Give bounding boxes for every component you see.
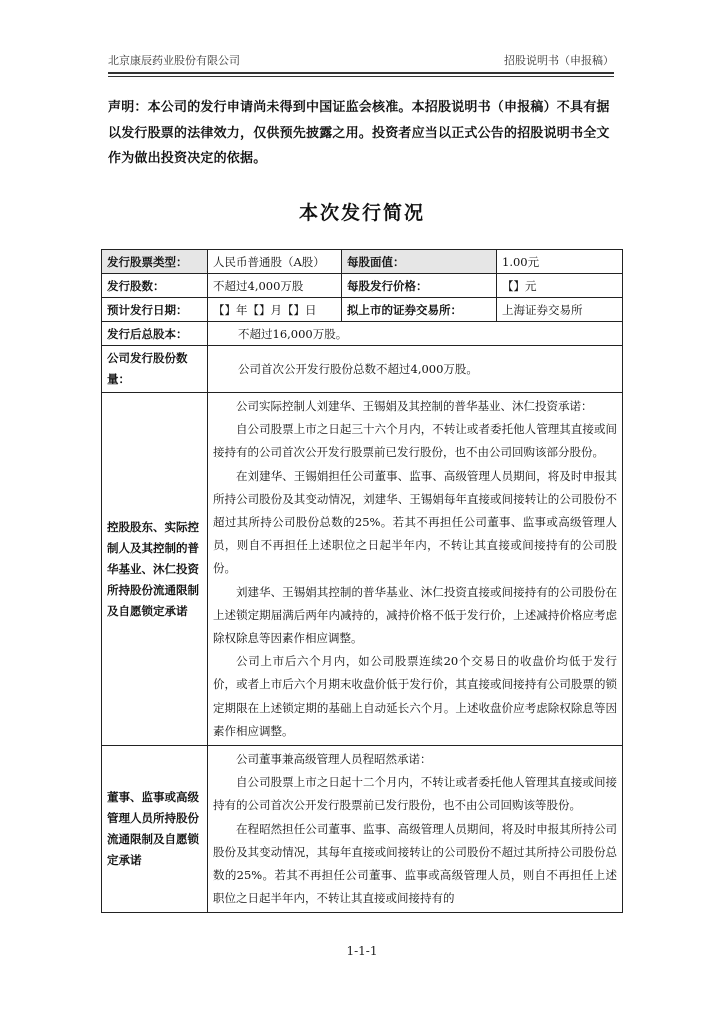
value-stock-type: 人民币普通股（A股） (208, 250, 342, 274)
section-title: 本次发行简况 (298, 202, 425, 224)
director-lockup-text (208, 746, 623, 913)
paragraph: 在程昭然担任公司董事、监事、高级管理人员期间，将及时申报其所持公司股份及其变动情况，其每年直接或间接转让的公司股份不超过其所持公司股份总数的25%。若其不再担任公司董事、监事或高级管理人员，则自不再担任上述职位之日起半年内，不转让其直接或间接持有的 (213, 821, 617, 906)
table-row (102, 250, 623, 274)
table-row (102, 298, 623, 322)
paragraph: 公司董事兼高级管理人员程昭然承诺： (236, 752, 432, 767)
value-issue-price: 【】元 (497, 274, 623, 298)
company-name: 北京康辰药业股份有限公司 (108, 54, 240, 67)
label-share-count: 发行股数： (102, 274, 208, 298)
label-issue-date: 预计发行日期： (102, 298, 208, 322)
value-total-capital: 不超过16,000万股。 (208, 322, 623, 346)
paragraph: 自公司股票上市之日起三十六个月内，不转让或者委托他人管理其直接或间接持有的公司首次公开发行股票前已发行股份，也不由公司回购该部分股份。 (213, 422, 617, 460)
label-exchange: 拟上市的证券交易所： (342, 298, 497, 322)
table-row (102, 274, 623, 298)
header-rule-thick (108, 72, 614, 74)
label-issue-price: 每股发行价格： (342, 274, 497, 298)
table-row (102, 393, 623, 746)
value-issue-date: 【】年【】月【】日 (208, 298, 342, 322)
label-stock-type: 发行股票类型： (102, 250, 208, 274)
table-row (102, 346, 623, 393)
page-header (108, 52, 614, 70)
controlling-lockup-text (208, 393, 623, 746)
table-row (102, 746, 623, 913)
label-total-capital: 发行后总股本： (102, 322, 208, 346)
document-name: 招股说明书（申报稿） (504, 54, 614, 67)
issuance-summary-table (101, 249, 623, 913)
page-number: 1-1-1 (346, 944, 378, 958)
paragraph: 自公司股票上市之日起十二个月内，不转让或者委托他人管理其直接或间接持有的公司首次公开发行股票前已发行股份，也不由公司回购该等股份。 (213, 775, 617, 813)
paragraph: 公司上市后六个月内，如公司股票连续20个交易日的收盘价均低于发行价，或者上市后六个月期末收盘价低于发行价，其直接或间接持有公司股票的锁定期限在上述锁定期的基础上自动延长六个月。上述收盘价应考虑除权除息等因素作相应调整。 (213, 654, 617, 738)
label-controlling-lockup: 控股股东、实际控制人及其控制的普华基业、沐仁投资所持股份流通限制及自愿锁定承诺 (102, 393, 208, 746)
paragraph: 在刘建华、王锡娟担任公司董事、监事、高级管理人员期间，将及时申报其所持公司股份及其变动情况，刘建华、王锡娟每年直接或间接转让的公司股份不超过其所持公司股份总数的25%。若其不再担任公司董事、监事或高级管理人员，则自不再担任上述职位之日起半年内，不转让其直接或间接持有的公司股份。 (213, 468, 617, 576)
value-share-count: 不超过4,000万股 (208, 274, 342, 298)
paragraph: 刘建华、王锡娟其控制的普华基业、沐仁投资直接或间接持有的公司股份在上述锁定期届满后两年内减持的，减持价格不低于发行价，上述减持价格应考虑除权除息等因素作相应调整。 (213, 584, 617, 646)
value-par-value: 1.00元 (497, 250, 623, 274)
table-row (102, 322, 623, 346)
value-share-quantity: 公司首次公开发行股份总数不超过4,000万股。 (208, 346, 623, 393)
header-rule-thin (108, 76, 614, 77)
label-share-quantity: 公司发行股份数量： (102, 346, 208, 393)
disclaimer-statement: 声明：本公司的发行申请尚未得到中国证监会核准。本招股说明书（申报稿）不具有据以发行股票的法律效力，仅供预先披露之用。投资者应当以正式公告的招股说明书全文作为做出投资决定的依据。 (108, 100, 610, 166)
value-exchange: 上海证券交易所 (497, 298, 623, 322)
label-par-value: 每股面值： (342, 250, 497, 274)
label-director-lockup: 董事、监事或高级管理人员所持股份流通限制及自愿锁定承诺 (102, 746, 208, 913)
paragraph: 公司实际控制人刘建华、王锡娟及其控制的普华基业、沐仁投资承诺： (236, 399, 593, 413)
